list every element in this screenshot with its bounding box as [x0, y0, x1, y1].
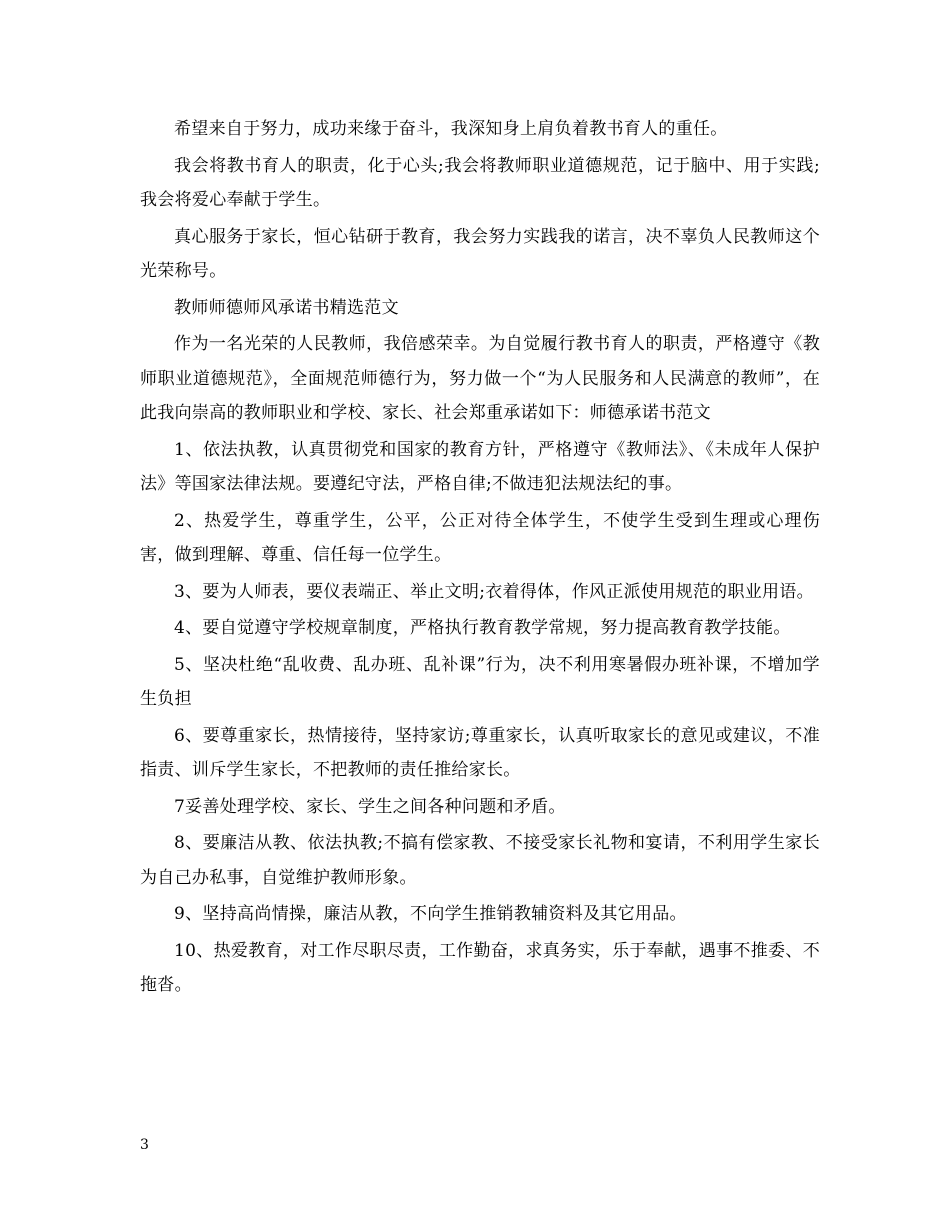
- page-number: 3: [140, 1137, 149, 1153]
- pledge-item-6: 6、要尊重家长，热情接待，坚持家访;尊重家长，认真听取家长的意见或建议，不准指责、训斥学生家长，不把教师的责任推给家长。: [140, 725, 820, 780]
- paragraph: 作为一名光荣的人民教师，我倍感荣幸。为自觉履行教书育人的职责，严格遵守《教师职业道德规范》，全面规范师德行为，努力做一个“为人民服务和人民满意的教师”，在此我向崇高的教师职业和学校、家长、社会郑重承诺如下：师德承诺书范文: [140, 334, 820, 423]
- pledge-item-8: 8、要廉洁从教、依法执教;不搞有偿家教、不接受家长礼物和宴请，不利用学生家长为自己办私事，自觉维护教师形象。: [140, 833, 820, 888]
- pledge-item-5: 5、坚决杜绝“乱收费、乱办班、乱补课”行为，决不利用寒暑假办班补课，不增加学生负担: [140, 654, 820, 709]
- pledge-item-2: 2、热爱学生，尊重学生，公平，公正对待全体学生，不使学生受到生理或心理伤害，做到理解、尊重、信任每一位学生。: [140, 510, 820, 565]
- pledge-item-4: 4、要自觉遵守学校规章制度，严格执行教育教学常规，努力提高教育教学技能。: [174, 618, 791, 638]
- pledge-item-10: 10、热爱教育，对工作尽职尽责，工作勤奋，求真务实，乐于奉献，遇事不推委、不拖沓。: [140, 940, 820, 995]
- pledge-item-9: 9、坚持高尚情操，廉洁从教，不向学生推销教辅资料及其它用品。: [174, 904, 687, 924]
- pledge-item-1: 1、依法执教，认真贯彻党和国家的教育方针，严格遵守《教师法》、《未成年人保护法》等国家法律法规。要遵纪守法，严格自律;不做违犯法规法纪的事。: [140, 439, 820, 494]
- pledge-item-3: 3、要为人师表，要仪表端正、举止文明;衣着得体，作风正派使用规范的职业用语。: [174, 581, 814, 602]
- pledge-item-7: 7妥善处理学校、家长、学生之间各种问题和矛盾。: [174, 796, 566, 817]
- document-body: [140, 112, 820, 1005]
- paragraph: 希望来自于努力，成功来缘于奋斗，我深知身上肩负着教书育人的重任。: [174, 119, 728, 139]
- section-heading: 教师师德师风承诺书精选范文: [174, 297, 399, 318]
- paragraph: 真心服务于家长，恒心钻研于教育，我会努力实践我的诺言，决不辜负人民教师这个光荣称号。: [140, 226, 820, 281]
- paragraph: 我会将教书育人的职责，化于心头;我会将教师职业道德规范，记于脑中、用于实践;我会将爱心奉献于学生。: [140, 155, 820, 210]
